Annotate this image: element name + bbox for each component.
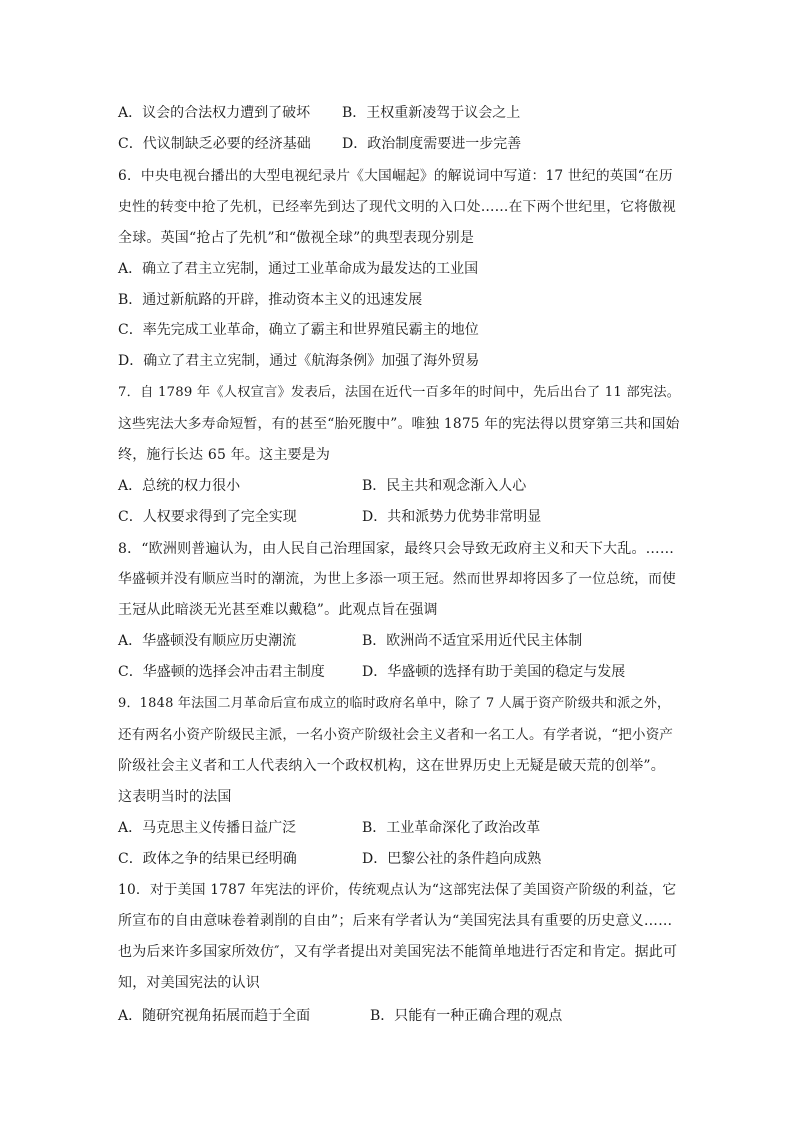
q6-option-a: A．确立了君主立宪制，通过工业革命成为最发达的工业国	[118, 261, 479, 277]
q7-option-c: C．人权要求得到了完全实现	[118, 509, 297, 525]
q9-stem-line-1: 9．1848 年法国二月革命后宣布成立的临时政府名单中，除了 7 人属于资产阶级共和派之外，	[118, 696, 671, 711]
q8-option-d: D．华盛顿的选择有助于美国的稳定与发展	[362, 664, 626, 680]
q8-stem-line-1: 8．“欧洲则普遍认为，由人民自己治理国家，最终只会导致无政府主义和天下大乱。……	[118, 541, 675, 557]
q9-stem-line-3: 阶级社会主义者和工人代表纳入一个政权机构，这在世界历史上无疑是破天荒的创举”。	[118, 758, 665, 774]
q6-option-c: C．率先完成工业革命，确立了霸主和世界殖民霸主的地位	[118, 322, 479, 338]
q8-stem-line-3: 王冠从此暗淡无光甚至难以戴稳”。此观点旨在强调	[118, 602, 438, 618]
q5-option-a: A．议会的合法权力遭到了破坏	[118, 105, 311, 121]
q6-option-b: B．通过新航路的开辟，推动资本主义的迅速发展	[118, 292, 423, 308]
q10-stem-line-1: 10．对于美国 1787 年宪法的评价，传统观点认为“这部宪法保了美国资产阶级的利益，它	[118, 882, 677, 898]
q9-stem-line-4: 这表明当时的法国	[118, 789, 232, 805]
q8-option-c: C．华盛顿的选择会冲击君主制度	[118, 664, 325, 680]
q5-option-c: C．代议制缺乏必要的经济基础	[118, 136, 311, 152]
q10-stem-line-3: 也为后来许多国家所效仿″，又有学者提出对美国宪法不能简单地进行否定和肯定。据此可	[118, 944, 678, 960]
q9-option-b: B．工业革命深化了政治改革	[362, 820, 541, 836]
q9-stem-line-2: 还有两名小资产阶级民主派，一名小资产阶级社会主义者和一名工人。有学者说，“把小资产	[118, 727, 674, 743]
q6-stem-line-3: 全球。英国“抢占了先机”和“傲视全球”的典型表现分别是	[118, 230, 475, 246]
q9-option-c: C．政体之争的结果已经明确	[118, 851, 297, 867]
q8-stem-line-2: 华盛顿并没有顺应当时的潮流，为世上多添一项王冠。然而世界却将因多了一位总统，而使	[118, 571, 677, 587]
q7-stem-line-3: 终，施行长达 65 年。这主要是为	[118, 447, 331, 463]
q7-option-d: D．共和派势力优势非常明显	[362, 509, 542, 525]
q7-option-b: B．民主共和观念渐入人心	[362, 478, 527, 494]
q7-option-a: A．总统的权力很小	[118, 478, 241, 494]
q9-option-a: A．马克思主义传播日益广泛	[118, 820, 297, 836]
q10-stem-line-2: 所宣布的自由意味卷着剥削的自由”；后来有学者认为“美国宪法具有重要的历史意义……	[118, 913, 673, 929]
q10-option-a: A．随研究视角拓展而趋于全面	[118, 1008, 311, 1024]
q9-option-d: D．巴黎公社的条件趋向成熟	[362, 851, 542, 867]
q7-stem-line-2: 这些宪法大多寿命短暂，有的甚至“胎死腹中”。唯独 1875 年的宪法得以贯穿第三共和国始	[118, 416, 680, 432]
q5-option-d: D．政治制度需要进一步完善	[342, 136, 522, 152]
q6-stem-line-1: 6．中央电视台播出的大型电视纪录片《大国崛起》的解说词中写道：17 世纪的英国“在历	[118, 168, 673, 184]
q8-option-b: B．欧洲尚不适宜采用近代民主体制	[362, 633, 583, 649]
q7-stem-line-1: 7．自 1789 年《人权宣言》发表后，法国在近代一百多年的时间中，先后出台了 11 部宪法。	[118, 385, 681, 400]
q6-stem-line-2: 史性的转变中抢了先机，已经率先到达了现代文明的入口处……在下两个世纪里，它将傲视	[118, 199, 677, 215]
q6-option-d: D．确立了君主立宪制，通过《航海条例》加强了海外贸易	[118, 353, 480, 369]
q10-option-b: B．只能有一种正确合理的观点	[370, 1008, 563, 1024]
q5-option-b: B．王权重新凌驾于议会之上	[342, 105, 521, 121]
q8-option-a: A．华盛顿没有顺应历史潮流	[118, 633, 297, 649]
q10-stem-line-4: 知，对美国宪法的认识	[118, 975, 260, 991]
